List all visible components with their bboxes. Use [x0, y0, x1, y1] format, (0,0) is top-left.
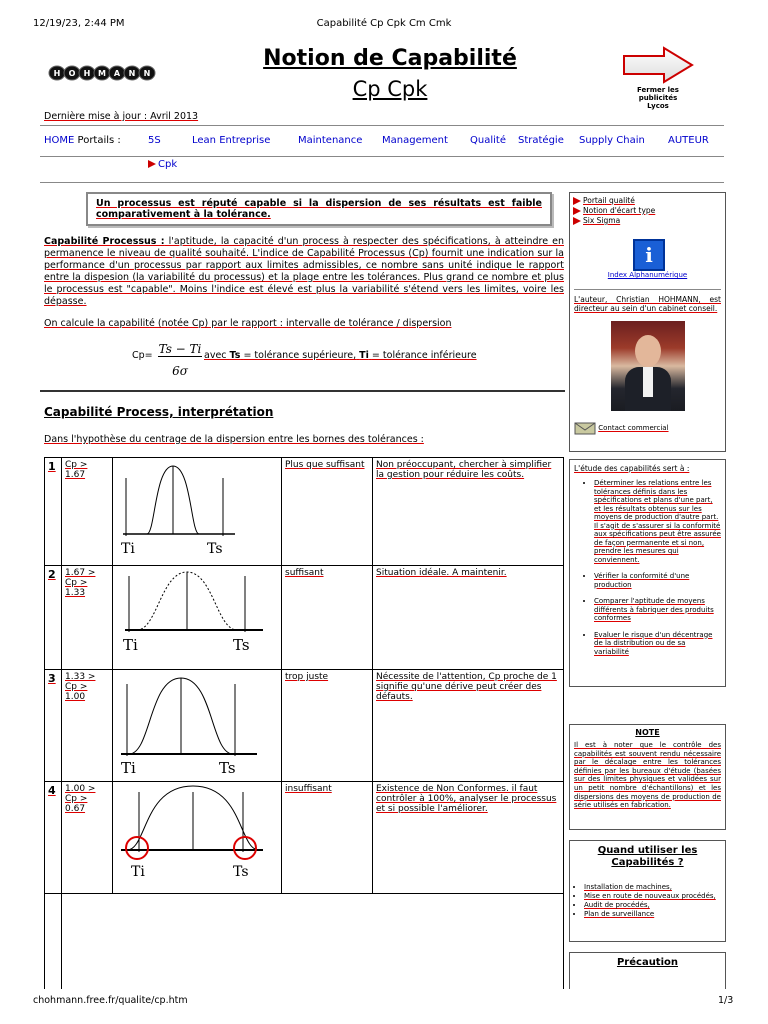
hohmann-logo[interactable] — [48, 64, 156, 82]
row-number: 3 — [45, 670, 62, 782]
ti-label: Ti — [131, 864, 145, 880]
nav-item-supply-chain[interactable]: Supply Chain — [579, 135, 645, 146]
cp-range: 1.00 > Cp > 0.67 — [62, 782, 113, 894]
nav-home-link[interactable]: HOME — [44, 135, 75, 146]
capability-table — [44, 457, 564, 989]
list-item: • Installation de machines, — [584, 883, 721, 892]
precaution-box — [569, 952, 726, 989]
ads-brand: Lycos — [647, 102, 669, 110]
row-number: 2 — [45, 566, 62, 670]
print-datetime: 12/19/23, 2:44 PM — [33, 18, 125, 29]
definition-paragraph — [44, 236, 564, 308]
formula-numerator: Ts − Ti — [158, 342, 202, 356]
capability-comment: Non préoccupant, chercher à simplifier la gestion pour réduire les coûts. — [373, 458, 564, 566]
formula-lhs: Cp= — [132, 350, 153, 361]
list-item: • Plan de surveillance — [584, 910, 721, 919]
svg-text:H: H — [83, 69, 91, 78]
table-row — [45, 782, 564, 894]
table-row — [45, 670, 564, 782]
svg-text:O: O — [68, 69, 76, 78]
callout-text: Un processus est réputé capable si la dispersion de ses résultats est faible comparativement à la tolérance. — [96, 198, 542, 220]
out-of-tolerance-marker — [126, 837, 148, 859]
list-item: • Déterminer les relations entre les tolérances définis dans les spécifications et plans d'une part, et les résultats obtenus sur les moyens de production d'autre part. Il s'agit de s'assurer si la conformité aux spécifications peut être assurée de façon permanente et si non, prendre les mesures qui conviennent. — [594, 479, 721, 564]
calc-text: On calcule la capabilité (notée Cp) par le rapport : intervalle de tolérance / dispersion — [44, 318, 452, 329]
envelope-icon — [574, 421, 596, 435]
formula-legend: avec Ts = tolérance supérieure, Ti = tolérance inférieure — [204, 350, 477, 361]
section-separator — [40, 390, 565, 392]
when-title: Quand utiliser les Capabilités ? — [597, 845, 698, 868]
normal-curve-narrow-icon — [113, 458, 281, 562]
distribution-cell — [113, 782, 282, 894]
ts-label: Ts — [207, 541, 223, 557]
cp-range: Cp > 1.67 — [62, 458, 113, 566]
index-link[interactable]: Index Alphanumérique — [607, 271, 688, 279]
sidebar-link-six-sigma[interactable]: Six Sigma — [573, 216, 722, 226]
arrow-right-icon — [620, 46, 696, 84]
print-url: chohmann.free.fr/qualite/cp.htm — [33, 995, 188, 1006]
row-number: 1 — [45, 458, 62, 566]
last-updated: Dernière mise à jour : Avril 2013 — [44, 111, 199, 122]
svg-text:M: M — [98, 69, 106, 78]
formula-denominator: 6σ — [172, 364, 188, 378]
capability-comment: Situation idéale. A maintenir. — [373, 566, 564, 670]
nav-item-5s[interactable]: 5S — [148, 135, 161, 146]
when-to-use-box — [569, 840, 726, 942]
row-number: 4 — [45, 782, 62, 894]
cp-range: 1.67 > Cp > 1.33 — [62, 566, 113, 670]
normal-curve-medium-icon — [113, 566, 281, 666]
nav-home-row — [44, 135, 121, 146]
distribution-cell — [113, 670, 282, 782]
nav-item-strategie[interactable]: Stratégie — [518, 135, 564, 146]
red-arrow-icon — [573, 217, 581, 225]
page-subtitle: Cp Cpk — [352, 77, 428, 101]
precaution-title: Précaution — [616, 957, 679, 968]
ti-label: Ti — [121, 541, 135, 557]
svg-text:A: A — [113, 69, 121, 78]
print-page-count: 1/3 — [718, 995, 734, 1006]
page-title: Notion de Capabilité — [263, 46, 517, 71]
hypothesis-text: Dans l'hypothèse du centrage de la dispersion entre les bornes des tolérances : — [44, 434, 424, 445]
table-row — [45, 566, 564, 670]
note-box — [569, 724, 726, 830]
nav-portails-label: Portails : — [77, 135, 121, 146]
capability-comment: Nécessite de l'attention, Cp proche de 1 signifie qu'une dérive peut créer des défauts. — [373, 670, 564, 782]
close-ads-button[interactable] — [620, 46, 696, 110]
ti-label: Ti — [123, 636, 138, 654]
list-item: • Evaluer le risque d'un décentrage de la distribution ou de sa variabilité — [594, 631, 721, 657]
distribution-cell — [113, 566, 282, 670]
table-row — [45, 458, 564, 566]
red-arrow-icon — [573, 207, 581, 215]
study-purpose-box — [569, 459, 726, 687]
list-item: • Audit de procédés, — [584, 901, 721, 910]
ts-label: Ts — [233, 864, 249, 880]
note-title: NOTE — [635, 728, 660, 737]
normal-curve-wide-icon — [113, 670, 281, 778]
normal-curve-overflow-icon — [113, 782, 281, 890]
nav-item-maintenance[interactable]: Maintenance — [298, 135, 363, 146]
svg-text:H: H — [53, 69, 61, 78]
sidebar-link-portail[interactable]: Portail qualité — [573, 196, 722, 206]
info-icon[interactable]: i — [633, 239, 665, 271]
distribution-cell — [113, 458, 282, 566]
definition-text: l'aptitude, la capacité d'un process à respecter des spécifications, à atteindre en permanence le niveau de qualité souhaité. L'indice de Capabilité Processus (Cp) fournit une indication sur la performance d'un processus par rapport aux limites admissibles, ce nombre sans unité indique le rapport entre la dispesion (la variabilité du processus) et la plage entre les tolérances. Plus grand ce nombre et plus le processus est "capable". Moins l'indice est élevé est plus la variabilité s'étend vers les limites, voire les dépasse. — [44, 236, 564, 307]
svg-text:N: N — [128, 69, 136, 78]
capability-level: Plus que suffisant — [282, 458, 373, 566]
table-row-empty — [45, 894, 564, 989]
capability-level: insuffisant — [282, 782, 373, 894]
list-item: • Vérifier la conformité d'une production — [594, 572, 721, 589]
note-text: Il est à noter que le contrôle des capabilités est souvent rendu nécessaire par le décalage entre les tolérances définies par les bureaux d'étude (basées sur des limites physiques et validées sur un petit nombre d'échantillons) et les dispersions des moyens de production de série utilisés en fabrication. — [574, 741, 721, 810]
cp-range: 1.33 > Cp > 1.00 — [62, 670, 113, 782]
capability-level: suffisant — [282, 566, 373, 670]
sidebar-links-box — [569, 192, 726, 452]
nav-item-qualite[interactable]: Qualité — [470, 135, 506, 146]
nav-item-auteur[interactable]: AUTEUR — [668, 135, 709, 146]
nav-item-management[interactable]: Management — [382, 135, 448, 146]
capability-level: trop juste — [282, 670, 373, 782]
red-arrow-icon — [148, 160, 156, 168]
author-photo — [611, 321, 685, 411]
nav-sub-cpk[interactable]: Cpk — [148, 159, 177, 170]
sidebar-link-ecart-type[interactable]: Notion d'écart type — [573, 206, 722, 216]
capability-comment: Existence de Non Conformes. il faut contrôler à 100%, analyser le processus et si possible l'améliorer. — [373, 782, 564, 894]
definition-term: Capabilité Processus : — [44, 236, 165, 247]
ts-label: Ts — [219, 759, 236, 777]
callout-box — [86, 192, 552, 226]
contact-link[interactable]: Contact commercial — [574, 421, 669, 435]
cp-formula — [132, 340, 492, 384]
red-arrow-icon — [573, 197, 581, 205]
ts-label: Ts — [233, 636, 250, 654]
list-item: • Comparer l'aptitude de moyens différents à fabriquer des produits conformes — [594, 597, 721, 623]
print-page-title: Capabilité Cp Cpk Cm Cmk — [316, 18, 452, 29]
author-blurb: L'auteur, Christian HOHMANN, est directeur au sein d'un cabinet conseil. — [574, 295, 721, 313]
svg-text:N: N — [143, 69, 151, 78]
ti-label: Ti — [121, 759, 136, 777]
separator — [40, 182, 724, 183]
nav-item-lean[interactable]: Lean Entreprise — [192, 135, 271, 146]
study-title: L'étude des capabilités sert à : — [574, 464, 690, 473]
section-title: Capabilité Process, interprétation — [44, 405, 274, 419]
list-item: • Mise en route de nouveaux procédés, — [584, 892, 721, 901]
close-ads-label: Fermer les publicités — [637, 86, 679, 102]
